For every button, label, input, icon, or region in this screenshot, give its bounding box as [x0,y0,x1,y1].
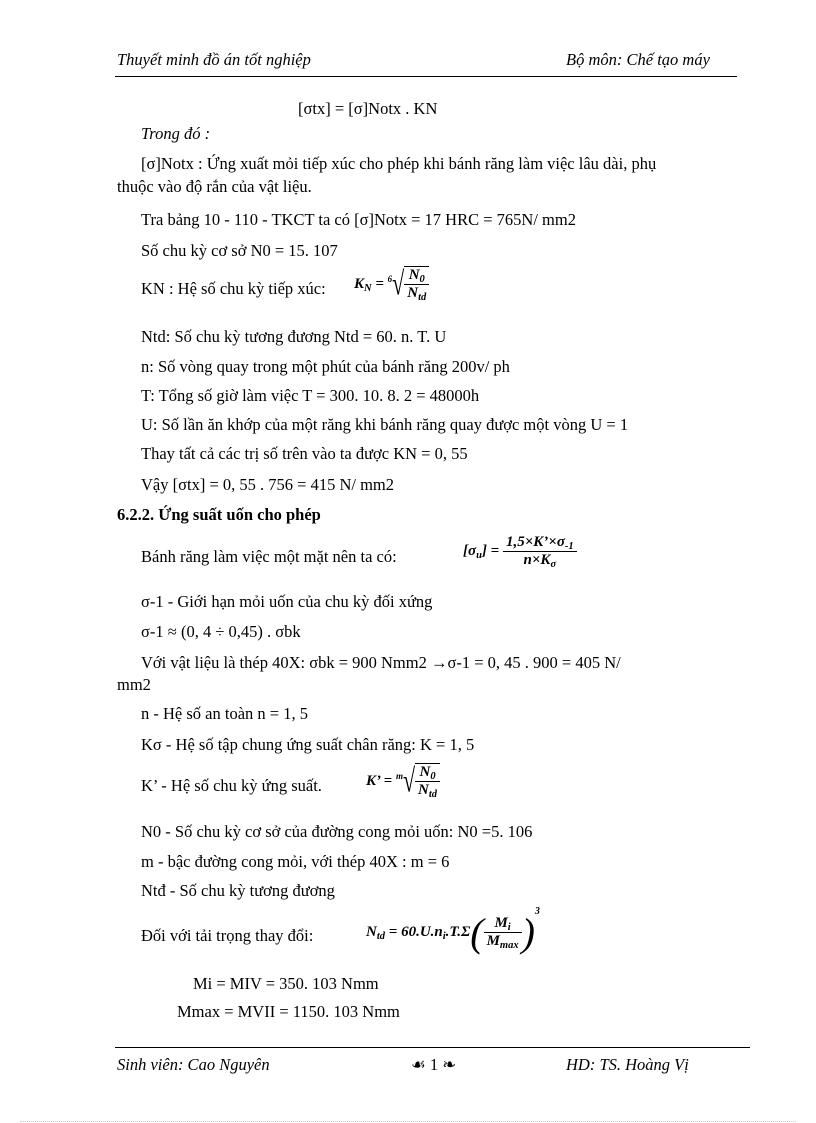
formula-sigma-tx: [σtx] = [σ]Notx . KN [298,99,438,118]
text-u: U: Số lần ăn khớp của một răng khi bánh răng quay được một vòng U = 1 [141,415,629,434]
header-right: Bộ môn: Chế tạo máy [566,50,710,69]
formula-ntd: $N_{td} = 60.U.n_i.T.\Sigma$( $\frac{M_i}{M_{max}}$ )$^3$ [366,906,540,955]
text-sigma-1-approx: σ-1 ≈ (0, 4 ÷ 0,45) . σbk [141,622,301,641]
text-trong-do: Trong đó : [141,124,211,143]
section-heading: 6.2.2. Ứng suất uốn cho phép [117,505,321,524]
footer-rule [115,1047,750,1048]
text-sigma-1: σ-1 - Giới hạn mỏi uốn của chu kỳ đối xứng [141,592,433,611]
text-ung-xuat-a: [σ]Notx : Ứng xuất mỏi tiếp xúc cho phép khi bánh răng làm việc lâu dài, phụ [141,154,657,173]
text-he-so-an-toan: n - Hệ số an toàn n = 1, 5 [141,704,308,723]
header-rule [115,76,737,77]
header-left: Thuyết minh đồ án tốt nghiệp [117,50,311,69]
text-ntd-2: Ntđ - Số chu kỳ tương đương [141,881,335,900]
text-mi: Mi = MIV = 350. 103 Nmm [193,974,379,993]
text-vat-lieu-a: Với vật liệu là thép 40X: σbk = 900 Nmm2 →σ-1 = 0, 45 . 900 = 405 N/ [141,653,621,672]
footer-right: HD: TS. Hoàng Vị [566,1055,689,1074]
text-t: T: Tổng số giờ làm việc T = 300. 10. 8. 2 = 48000h [141,386,480,405]
text-vat-lieu-b: mm2 [117,675,151,694]
text-mmax: Mmax = MVII = 1150. 103 Nmm [177,1002,400,1021]
text-ntd: Ntd: Số chu kỳ tương đương Ntd = 60. n. T. U [141,327,447,346]
formula-k-prime: K’ = $^m$√ $\frac{N_0}{N_{td}}$ [366,763,440,799]
text-kn [141,278,326,300]
text-m: m - bậc đường cong mỏi, với thép 40X : m = 6 [141,852,450,871]
page-ornament-right-icon: ❧ [442,1055,457,1074]
text-n: n: Số vòng quay trong một phút của bánh răng 200v/ ph [141,357,510,376]
formula-sigma-u: $[\sigma_u]$ = $\frac{1,5\times K’\times\sigma_{-1}}{n\times K_\sigma}$ [463,534,577,569]
text-n0: N0 - Số chu kỳ cơ sở của đường cong mỏi uốn: N0 =5. 106 [141,822,533,841]
text-vay: Vậy [σtx] = 0, 55 . 756 = 415 N/ mm2 [141,475,394,494]
text-k-sigma: Kσ - Hệ số tập chung ứng suất chân răng: K = 1, 5 [141,735,475,754]
text-thay: Thay tất cả các trị số trên vào ta được KN = 0, 55 [141,444,468,463]
formula-kn: $K_N = ^6√$ $\frac{N_0}{N_{td}}$ [354,266,429,302]
page-number: ☙ 1 ❧ [411,1055,457,1074]
page-ornament-left-icon: ☙ [411,1055,426,1074]
footer-left: Sinh viên: Cao Nguyên [117,1055,270,1074]
text-so-chu-ky-co-so: Số chu kỳ cơ sở N0 = 15. 107 [141,241,338,260]
page-edge-divider [20,1121,796,1122]
text-banh-rang: Bánh răng làm việc một mặt nên ta có: [141,547,397,566]
text-kn-label: KN : Hệ số chu kỳ tiếp xúc: [141,279,326,298]
text-ung-xuat-b: thuộc vào độ rắn của vật liệu. [117,177,312,196]
text-tra-bang: Tra bảng 10 - 110 - TKCT ta có [σ]Notx = 17 HRC = 765N/ mm2 [141,210,576,229]
text-k-prime: K’ - Hệ số chu kỳ ứng suất. [141,776,322,795]
text-tai-trong: Đối với tải trọng thay đổi: [141,926,314,945]
